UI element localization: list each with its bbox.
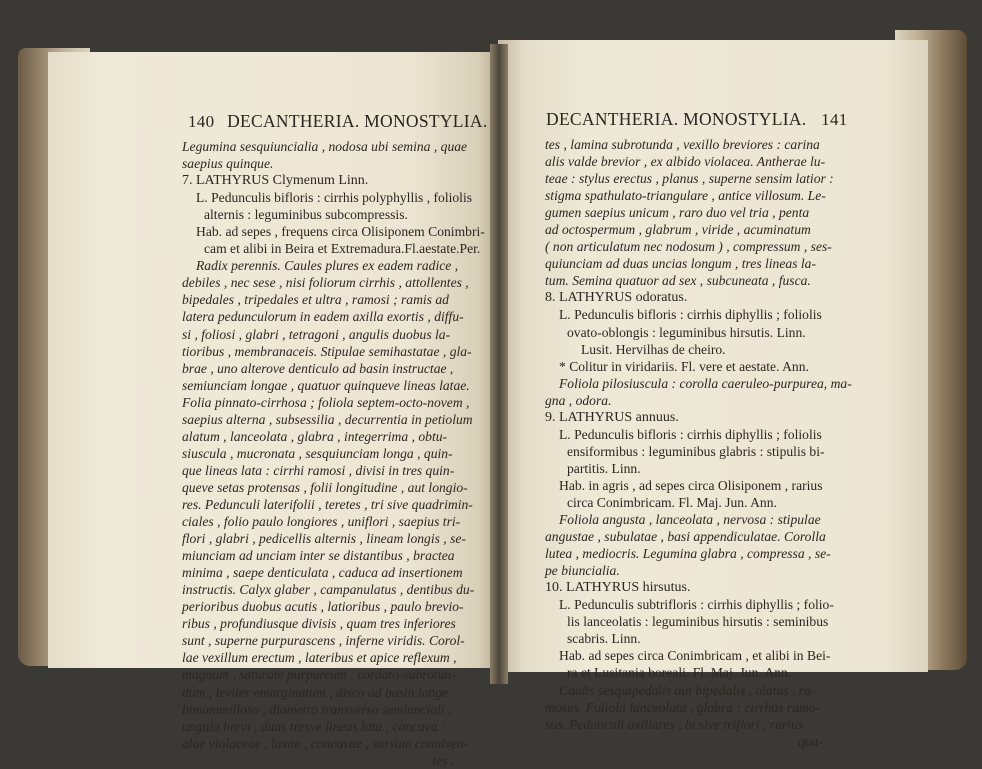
text-line: latera pedunculorum in eadem axilla exortis , diffu- (182, 309, 464, 325)
left-running-head-row (188, 111, 488, 132)
text-line: Legumina sesquiuncialia , nodosa ubi semina , quae (182, 139, 468, 154)
text-line: Foliola pilosiuscula : corolla caeruleo-purpurea, ma- (559, 375, 852, 391)
text-line: lis lanceolatis : leguminibus hirsutis : seminibus (567, 614, 829, 630)
text-line: gumen saepius unicum , raro duo vel tria , penta (545, 205, 810, 221)
text-line: alae violaceae , laxae , concavae , sursum conniven- (182, 735, 469, 751)
text-line: Lusit. Hervilhas de cheiro. (581, 341, 726, 357)
text-line: saepius alterna , subsessilia , decurrentia in petiolum (182, 411, 473, 427)
text-line: lae vexillum erectum , lateribus et apice reflexum , (182, 650, 457, 666)
right-page-text (545, 136, 852, 750)
text-line: L. Pedunculis bifloris : cirrhis polyphyllis , foliolis (196, 190, 473, 206)
text-line: magnum , saturate purpureum , cordato-subrotun- (182, 667, 456, 683)
text-line: saepius quinque. (182, 156, 274, 172)
text-line: L. Pedunculis bifloris : cirrhis diphyllis ; foliolis (559, 426, 822, 442)
text-line: dum , leviter emarginatum , disco ad basin longe (182, 684, 449, 700)
species-heading: 8. LATHYRUS odoratus. (545, 290, 688, 306)
text-line: queve setas protensas , folii longitudine , aut longio- (182, 479, 468, 495)
catchword: tes , (432, 752, 454, 768)
text-line: gna , odora. (545, 392, 612, 408)
species-heading: 10. LATHYRUS hirsutus. (545, 580, 691, 596)
left-page-number: 140 (188, 112, 215, 131)
text-line: angustae , subulatae , basi appendiculatae. Corolla (545, 529, 826, 545)
text-line: Hab. in agris , ad sepes circa Olisiponem , rarius (559, 477, 823, 493)
text-line: perioribus duobus acutis , latioribus , paulo brevio- (182, 599, 464, 615)
text-line: ciales , folio paulo longiores , uniflori , saepius tri- (182, 514, 461, 530)
text-line: miunciam ad unciam inter se distantibus , bractea (182, 548, 455, 564)
text-line: siuscula , mucronata , sesquiunciam longa , quin- (182, 445, 453, 461)
text-line: minima , saepe denticulata , caduca ad insertionem (182, 565, 463, 581)
text-line: Hab. ad sepes circa Conimbricam , et alibi in Bei- (559, 648, 831, 664)
left-page-text (182, 138, 485, 769)
text-line: teae : stylus erectus , planus , superne sensim latior : (545, 171, 834, 187)
book-gutter (490, 44, 508, 684)
text-line: ra et Lusitania boreali. Fl. Maj. Jun. Ann. (567, 665, 792, 681)
text-line: stigma spathulato-triangulare , antice villosum. Le- (545, 188, 826, 204)
text-line: alternis : leguminibus subcompressis. (204, 207, 408, 223)
right-running-head: DECANTHERIA. MONOSTYLIA. (546, 109, 807, 129)
text-line: tum. Semina quatuor ad sex , subcuneata , fusca. (545, 273, 811, 289)
text-line: L. Pedunculis bifloris : cirrhis diphyllis ; foliolis (559, 307, 822, 323)
text-line: cam et alibi in Beira et Extremadura.Fl.aestate.Per. (204, 241, 481, 257)
text-line: L. Pedunculis subtrifloris : cirrhis diphyllis ; folio- (559, 597, 834, 613)
text-line: bimammilloso , diametro transverso semiunciali , (182, 701, 452, 717)
text-line: ad octospermum , glabrum , viride , acuminatum (545, 222, 811, 238)
text-line: que lineas lata : cirrhi ramosi , divisi in tres quin- (182, 462, 455, 478)
right-running-head-row (546, 109, 848, 130)
text-line: Foliola angusta , lanceolata , nervosa : stipulae (559, 512, 821, 528)
text-line: ovato-oblongis : leguminibus hirsutis. Linn. (567, 324, 806, 340)
text-line: alatum , lanceolata , glabra , integerrima , obtu- (182, 428, 448, 444)
text-line: res. Pedunculi laterifolii , teretes , tri sive quadrimin- (182, 496, 473, 512)
species-heading: 7. LATHYRUS Clymenum Linn. (182, 173, 369, 189)
text-line: tioribus , membranaceis. Stipulae semihastatae , gla- (182, 343, 472, 359)
text-line: circa Conimbricam. Fl. Maj. Jun. Ann. (567, 494, 777, 510)
catchword: qua- (798, 733, 823, 749)
text-line: quiunciam ad duas uncias longum , tres lineas la- (545, 256, 816, 272)
text-line: si , foliosi , glabri , tetragoni , angulis duobus la- (182, 326, 451, 342)
text-line: alis valde brevior , ex albido violacea. Antherae lu- (545, 154, 826, 170)
text-line: tes , lamina subrotunda , vexillo breviores : carina (545, 137, 820, 152)
text-line: * Colitur in viridariis. Fl. vere et aestate. Ann. (559, 358, 809, 374)
text-line: Caulis sesquipedalis aut bipedalis , alatus , ra- (559, 682, 816, 698)
text-line: scabris. Linn. (567, 631, 641, 647)
text-line: Folia pinnato-cirrhosa ; foliola septem-octo-novem , (182, 394, 470, 410)
text-line: sunt , superne purpurascens , inferne viridis. Corol- (182, 633, 465, 649)
text-line: debiles , nec sese , nisi foliorum cirrhis , attollentes , (182, 275, 469, 291)
text-line: instructis. Calyx glaber , campanulatus , dentibus du- (182, 582, 475, 598)
text-line: mosus. Foliola lanceolata , glabra : cirrhus ramo- (545, 699, 821, 715)
text-line: partitis. Linn. (567, 460, 641, 476)
text-line: ( non articulatum nec nodosum ) , compressum , ses- (545, 239, 832, 255)
species-heading: 9. LATHYRUS annuus. (545, 409, 679, 425)
text-line: ensiformibus : leguminibus glabris : stipulis bi- (567, 443, 825, 459)
text-line: sus. Pedunculi axillares , bi sive triflori , rarius (545, 716, 804, 732)
text-line: lutea , mediocris. Legumina glabra , compressa , se- (545, 546, 831, 562)
text-line: flori , glabri , pedicellis alternis , lineam longis , se- (182, 531, 466, 547)
text-line: ungula brevi , duas tresve lineas lata , concava : (182, 718, 446, 734)
text-line: brae , uno alterove denticulo ad basin instructae , (182, 360, 454, 376)
text-line: Radix perennis. Caules plures ex eadem radice , (196, 258, 459, 274)
text-line: bipedales , tripedales et ultra , ramosi ; ramis ad (182, 292, 449, 308)
text-line: pe biuncialia. (545, 563, 620, 579)
right-page-number: 141 (821, 110, 848, 129)
text-line: Hab. ad sepes , frequens circa Olisiponem Conimbri- (196, 224, 485, 240)
left-running-head: DECANTHERIA. MONOSTYLIA. (227, 111, 488, 131)
text-line: semiunciam longae , quatuor quinqueve lineas latae. (182, 377, 470, 393)
text-line: ribus , profundiusque divisis , quam tres inferiores (182, 616, 456, 632)
